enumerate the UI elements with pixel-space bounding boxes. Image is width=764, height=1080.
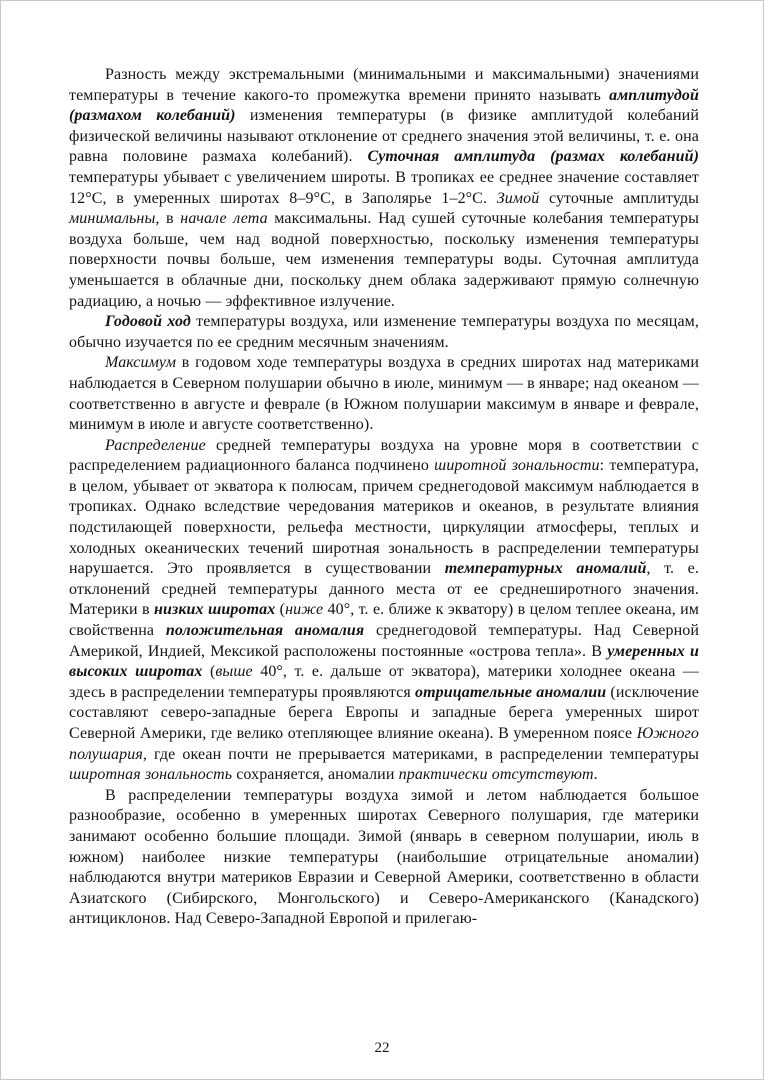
text-run: ниже <box>285 601 324 619</box>
text-run: Годовой ход <box>105 313 191 331</box>
text-run: умеренных и высоких широтах <box>69 642 699 681</box>
paragraph <box>69 312 699 353</box>
text-run: широтной зональности <box>434 457 600 475</box>
text-run: положительная аномалия <box>165 622 365 640</box>
text-run: Максимум <box>105 354 177 372</box>
paragraph <box>69 65 699 312</box>
text-run: отрицательные аномалии <box>414 683 607 701</box>
text-run: суточные амплитуды <box>539 189 699 207</box>
paragraph <box>69 786 699 930</box>
text-run: температуры воздуха, или изменение температуры воздуха по месяцам, обычно изучается по ее средним месячным значениям. <box>69 313 699 351</box>
text-run: ( <box>202 663 216 681</box>
text-run: 40°, т. е. дальше от экватора), материки холоднее океана — здесь в распределении температуры проявляются <box>69 663 700 701</box>
text-run: , где океан почти не прерывается материками, в распределении температуры <box>142 745 699 763</box>
text-run: максимальны. Над сушей суточные колебания температуры воздуха больше, чем над водной поверхностью, поскольку изменения температуры поверхности почвы больше, чем изменения температуры воды. Суточная амплитуда уменьшается в облачные дни, поскольку днем облака задерживают прямую солнечную радиацию, а ночью — эффективное излучение. <box>69 210 699 310</box>
paragraph <box>69 436 699 786</box>
text-run: , т. е. отклонений средней температуры данного места от ее среднеширотного значения. Материки в <box>69 560 699 619</box>
text-run: ( <box>275 601 286 619</box>
text-run: . <box>593 766 598 784</box>
text-body <box>69 65 699 930</box>
text-run: температурных аномалий <box>444 560 647 578</box>
text-run: низких широтах <box>154 601 276 619</box>
text-run: минимальны <box>69 210 156 228</box>
text-run: Южного полушария <box>69 725 699 763</box>
text-run: выше <box>215 663 253 681</box>
text-run: 40°, т. е. ближе к экватору) в целом теплее океана, им свойственна <box>69 601 700 640</box>
text-run: амплитудой (размахом колебаний) <box>69 86 699 125</box>
text-run: : температура, в целом, убывает от экватора к полюсам, причем среднегодовой максимум наблюдается в тропиках. Однако вследствие чередования материков и океанов, в результате влияния подстилающей поверхности, рельефа местности, циркуляции атмосферы, теплых и холодных океанических течений широтная зональность в распределении температуры нарушается. Это проявляется в существовании <box>69 457 699 578</box>
text-run: , в <box>155 210 181 228</box>
text-run: Разность между экстремальными (минимальными и максимальными) значениями температуры в течение какого-то промежутка времени принято называть <box>69 66 699 104</box>
text-run: (исключение составляют северо-западные берега Европы и западные берега умеренных широт Северной Америки, где велико отепляющее влияние океана). В умеренном поясе <box>69 683 700 742</box>
text-run: начале лета <box>180 210 268 228</box>
text-run: Распределение <box>105 436 206 454</box>
text-run: практически отсутствуют <box>398 766 594 784</box>
text-run: среднегодовой температуры. Над Северной Америкой, Индией, Мексикой расположены постоянные «острова тепла». В <box>69 622 699 660</box>
paragraph <box>69 353 699 435</box>
text-run: в годовом ходе температуры воздуха в средних широтах над материками наблюдается в Северном полушарии обычно в июле, минимум — в январе; над океаном — соответственно в августе и феврале (в Южном полушарии максимум в январе и феврале, минимум в июле и августе соответственно). <box>69 354 699 434</box>
text-run: Суточная амплитуда (размах колебаний) <box>367 148 700 166</box>
text-run: широтная зональность <box>69 766 233 784</box>
text-run: Зимой <box>496 189 540 207</box>
page-number: 22 <box>374 1040 390 1056</box>
text-run: В распределении температуры воздуха зимой и летом наблюдается большое разнообразие, особенно в умеренных широтах Северного полушария, где материки занимают особенно большие площади. Зимой (январь в северном полушарии, июль в южном) наиболее низкие температуры (наибольшие отрицательные аномалии) наблюдаются внутри материков Евразии и Северной Америки, соответственно в области Азиатского (Сибирского, Монгольского) и Северо-Американского (Канадского) антициклонов. Над Северо-Западной Европой и прилегаю- <box>69 786 699 928</box>
text-run: средней температуры воздуха на уровне моря в соответствии с распределением радиационного баланса подчинено <box>69 436 699 475</box>
text-run: изменения температуры (в физике амплитудой колебаний физической величины называют отклонение от среднего значения этой величины, т. е. она равна половине размаха колебаний). <box>69 107 699 166</box>
text-run: температуры убывает с увеличением широты. В тропиках ее среднее значение составляет 12°С, в умеренных широтах 8–9°С, в Заполярье 1–2°С. <box>69 168 699 207</box>
text-run: сохраняется, аномалии <box>232 766 399 784</box>
